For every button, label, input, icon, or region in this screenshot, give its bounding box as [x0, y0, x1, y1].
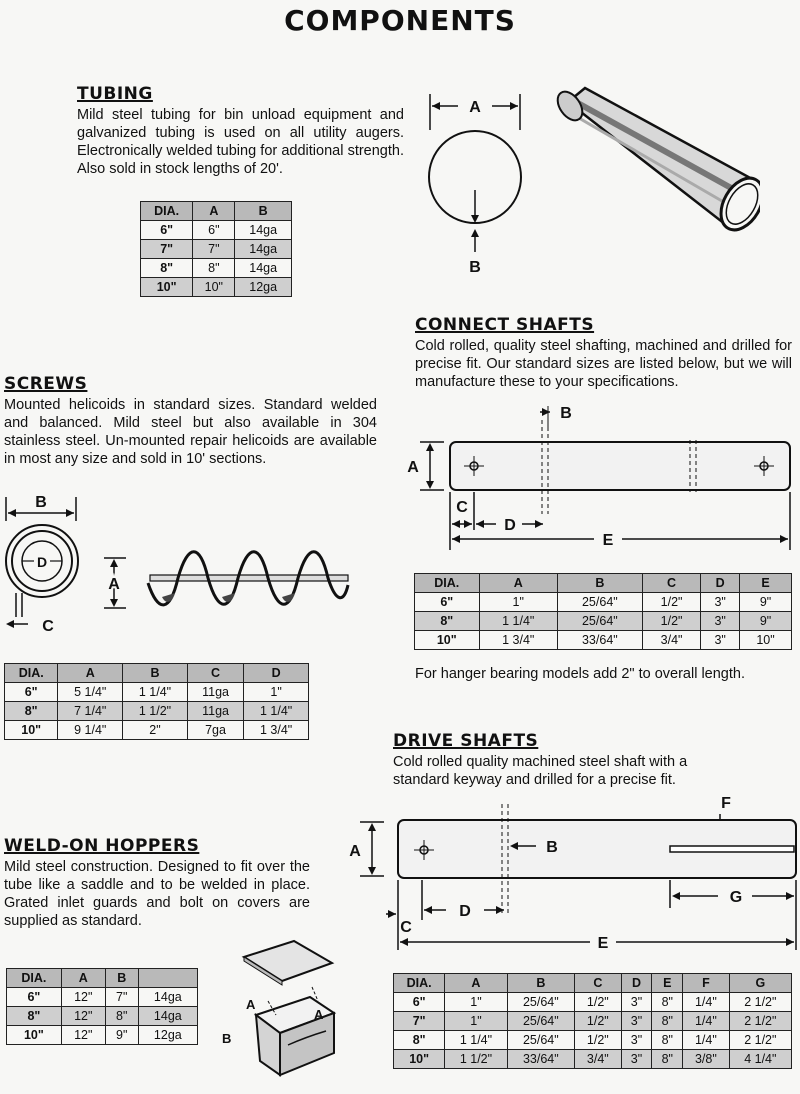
connect-shafts-description: Cold rolled, quality steel shafting, machined and drilled for precise fit. Our standard sizes are listed below, but we will manufacture these to your specifications. [415, 338, 792, 390]
table-cell: 1 1/4" [445, 1031, 507, 1050]
table-header-cell: C [575, 974, 622, 993]
screws-label-a: A [108, 576, 120, 593]
table-cell: 7" [141, 240, 193, 259]
table-cell: 8" [141, 259, 193, 278]
table-header-cell: DIA. [7, 969, 62, 988]
table-cell: 8" [652, 993, 683, 1012]
table-cell: 8" [193, 259, 235, 278]
hopper-label-b: B [222, 1031, 232, 1046]
connect-label-d: D [504, 517, 516, 534]
table-cell: 12" [61, 988, 105, 1007]
table-cell: 1" [244, 683, 309, 702]
table-cell: 14ga [235, 240, 292, 259]
table-cell: 1/2" [642, 612, 701, 631]
table-cell: 14ga [138, 988, 197, 1007]
table-header-cell: A [479, 574, 557, 593]
table-row [7, 1007, 198, 1026]
table-cell: 11ga [187, 702, 243, 721]
table-header-cell: A [61, 969, 105, 988]
table-cell: 14ga [235, 259, 292, 278]
table-header-cell: DIA. [5, 664, 58, 683]
table-header-cell: C [642, 574, 701, 593]
table-row [141, 221, 292, 240]
drive-label-a: A [349, 843, 361, 860]
table-cell: 10" [740, 631, 792, 650]
table-cell: 1/2" [642, 593, 701, 612]
table-row [141, 278, 292, 297]
screws-diagram [0, 485, 360, 635]
table-cell: 9" [740, 593, 792, 612]
table-cell: 11ga [187, 683, 243, 702]
tube-illustration [553, 87, 760, 237]
table-header-cell: B [123, 664, 188, 683]
table-cell: 3" [701, 612, 740, 631]
table-cell: 12" [61, 1026, 105, 1045]
connect-shafts-heading: CONNECT SHAFTS [415, 315, 595, 335]
connect-label-a: A [407, 459, 419, 476]
table-cell: 8" [394, 1031, 445, 1050]
table-cell: 1 1/2" [123, 702, 188, 721]
table-header-cell: DIA. [141, 202, 193, 221]
table-cell: 1 1/4" [244, 702, 309, 721]
table-cell: 12ga [235, 278, 292, 297]
table-cell: 5 1/4" [58, 683, 123, 702]
table-cell: 25/64" [507, 1012, 575, 1031]
table-row [141, 240, 292, 259]
table-cell: 1/2" [575, 993, 622, 1012]
table-cell: 3" [621, 1012, 652, 1031]
connect-label-b: B [560, 405, 572, 422]
table-cell: 10" [415, 631, 480, 650]
table-header-cell: B [507, 974, 575, 993]
table-row [394, 1050, 792, 1069]
table-row [7, 988, 198, 1007]
hopper-label-a1: A [246, 997, 256, 1012]
table-cell: 7" [105, 988, 138, 1007]
table-cell: 14ga [138, 1007, 197, 1026]
table-header-cell: B [105, 969, 138, 988]
table-cell: 1 1/4" [123, 683, 188, 702]
table-header-cell: DIA. [415, 574, 480, 593]
table-cell: 1/2" [575, 1031, 622, 1050]
table-cell: 25/64" [557, 612, 642, 631]
table-row [394, 1012, 792, 1031]
table-header-cell: A [193, 202, 235, 221]
table-row [7, 1026, 198, 1045]
table-cell: 8" [105, 1007, 138, 1026]
table-cell: 9" [740, 612, 792, 631]
drive-shafts-heading: DRIVE SHAFTS [393, 731, 539, 751]
table-row [415, 612, 792, 631]
table-cell: 8" [415, 612, 480, 631]
connect-shafts-table [414, 573, 792, 650]
table-header-cell: G [729, 974, 791, 993]
hopper-label-a2: A [314, 1007, 324, 1022]
table-cell: 3/8" [683, 1050, 730, 1069]
table-row [5, 721, 309, 740]
table-cell: 3" [621, 1050, 652, 1069]
screws-label-c: C [42, 618, 54, 635]
table-row [5, 683, 309, 702]
table-cell: 8" [7, 1007, 62, 1026]
table-header-cell: E [652, 974, 683, 993]
connect-shaft-diagram [400, 400, 800, 550]
connect-label-c: C [456, 499, 468, 516]
table-header-cell: A [445, 974, 507, 993]
tubing-description: Mild steel tubing for bin unload equipment and galvanized tubing is used on all utility augers. Electronically welded tubing for additional strength. Also sold in stock lengths of 20'. [77, 107, 404, 177]
table-cell: 7 1/4" [58, 702, 123, 721]
drive-label-d: D [459, 903, 471, 920]
table-cell: 2" [123, 721, 188, 740]
table-cell: 3/4" [642, 631, 701, 650]
table-cell: 1/4" [683, 993, 730, 1012]
screws-heading: SCREWS [4, 374, 88, 394]
screws-description: Mounted helicoids in standard sizes. Standard welded and balanced. Mild steel but also available in 304 stainless steel. Un-mounted repair helicoids are available in most any size and sold in 10' sections. [4, 397, 377, 467]
drive-shaft-diagram [340, 790, 800, 960]
hoppers-description: Mild steel construction. Designed to fit over the tube like a saddle and to be welded in place. Grated inlet guards and bolt on covers are supplied as standard. [4, 859, 310, 929]
page-title: COMPONENTS [284, 4, 516, 37]
table-row [394, 993, 792, 1012]
table-cell: 1 1/2" [445, 1050, 507, 1069]
hoppers-table [6, 968, 198, 1045]
connect-label-e: E [602, 532, 614, 549]
table-cell: 1/4" [683, 1031, 730, 1050]
table-cell: 2 1/2" [729, 1012, 791, 1031]
table-row [415, 593, 792, 612]
table-header-cell: B [557, 574, 642, 593]
table-cell: 7" [193, 240, 235, 259]
table-cell: 1" [445, 993, 507, 1012]
screws-label-b: B [35, 494, 47, 511]
drive-shafts-table [393, 973, 792, 1069]
table-cell: 6" [141, 221, 193, 240]
table-cell: 2 1/2" [729, 1031, 791, 1050]
table-cell: 10" [394, 1050, 445, 1069]
table-header-row [415, 574, 792, 593]
drive-label-e: E [597, 935, 609, 952]
table-header-cell: E [740, 574, 792, 593]
drive-label-b: B [546, 839, 558, 856]
table-cell: 25/64" [557, 593, 642, 612]
table-cell: 10" [5, 721, 58, 740]
connect-shaft-illustration [450, 420, 790, 514]
table-cell: 8" [652, 1031, 683, 1050]
table-cell: 8" [652, 1050, 683, 1069]
tubing-heading: TUBING [77, 84, 153, 104]
table-cell: 1 3/4" [479, 631, 557, 650]
table-header-cell: D [621, 974, 652, 993]
table-header-cell: DIA. [394, 974, 445, 993]
drive-label-f: F [721, 795, 731, 812]
table-cell: 33/64" [507, 1050, 575, 1069]
table-cell: 10" [7, 1026, 62, 1045]
table-row [394, 1031, 792, 1050]
table-cell: 1/2" [575, 1012, 622, 1031]
table-cell: 3" [701, 631, 740, 650]
table-row [141, 259, 292, 278]
table-cell: 3" [701, 593, 740, 612]
table-header-cell: C [187, 664, 243, 683]
table-cell: 8" [5, 702, 58, 721]
table-header-row [5, 664, 309, 683]
table-cell: 7" [394, 1012, 445, 1031]
table-cell: 7ga [187, 721, 243, 740]
table-cell: 1 1/4" [479, 612, 557, 631]
tubing-label-b: B [469, 259, 481, 276]
table-header-row [7, 969, 198, 988]
screws-label-d: D [36, 554, 48, 570]
table-cell: 9" [105, 1026, 138, 1045]
tubing-table [140, 201, 292, 297]
table-cell: 8" [652, 1012, 683, 1031]
table-header-cell: B [235, 202, 292, 221]
table-cell: 6" [193, 221, 235, 240]
table-header-cell: A [58, 664, 123, 683]
table-header-cell [138, 969, 197, 988]
table-cell: 6" [5, 683, 58, 702]
table-cell: 1 3/4" [244, 721, 309, 740]
table-cell: 6" [415, 593, 480, 612]
screws-table [4, 663, 309, 740]
table-cell: 2 1/2" [729, 993, 791, 1012]
table-cell: 25/64" [507, 1031, 575, 1050]
table-cell: 6" [394, 993, 445, 1012]
table-cell: 6" [7, 988, 62, 1007]
table-cell: 1" [479, 593, 557, 612]
drive-label-g: G [729, 889, 743, 906]
table-cell: 3" [621, 1031, 652, 1050]
hopper-diagram [216, 935, 356, 1080]
table-header-cell: F [683, 974, 730, 993]
table-header-row [141, 202, 292, 221]
table-header-cell: D [701, 574, 740, 593]
table-cell: 1" [445, 1012, 507, 1031]
table-cell: 25/64" [507, 993, 575, 1012]
drive-shafts-description: Cold rolled quality machined steel shaft with a standard keyway and drilled for a precise fit. [393, 754, 688, 788]
table-header-cell: D [244, 664, 309, 683]
table-cell: 12ga [138, 1026, 197, 1045]
table-cell: 33/64" [557, 631, 642, 650]
table-cell: 10" [141, 278, 193, 297]
table-cell: 12" [61, 1007, 105, 1026]
table-header-row [394, 974, 792, 993]
table-cell: 4 1/4" [729, 1050, 791, 1069]
hoppers-heading: WELD-ON HOPPERS [4, 836, 200, 856]
tubing-label-a: A [469, 99, 481, 116]
tubing-diagram [420, 80, 760, 280]
table-cell: 3" [621, 993, 652, 1012]
table-cell: 14ga [235, 221, 292, 240]
table-cell: 1/4" [683, 1012, 730, 1031]
helicoid-illustration [148, 552, 348, 605]
table-row [415, 631, 792, 650]
connect-shafts-note: For hanger bearing models add 2" to overall length. [415, 666, 745, 682]
table-row [5, 702, 309, 721]
drive-label-c: C [400, 919, 412, 936]
table-cell: 10" [193, 278, 235, 297]
table-cell: 3/4" [575, 1050, 622, 1069]
table-cell: 9 1/4" [58, 721, 123, 740]
